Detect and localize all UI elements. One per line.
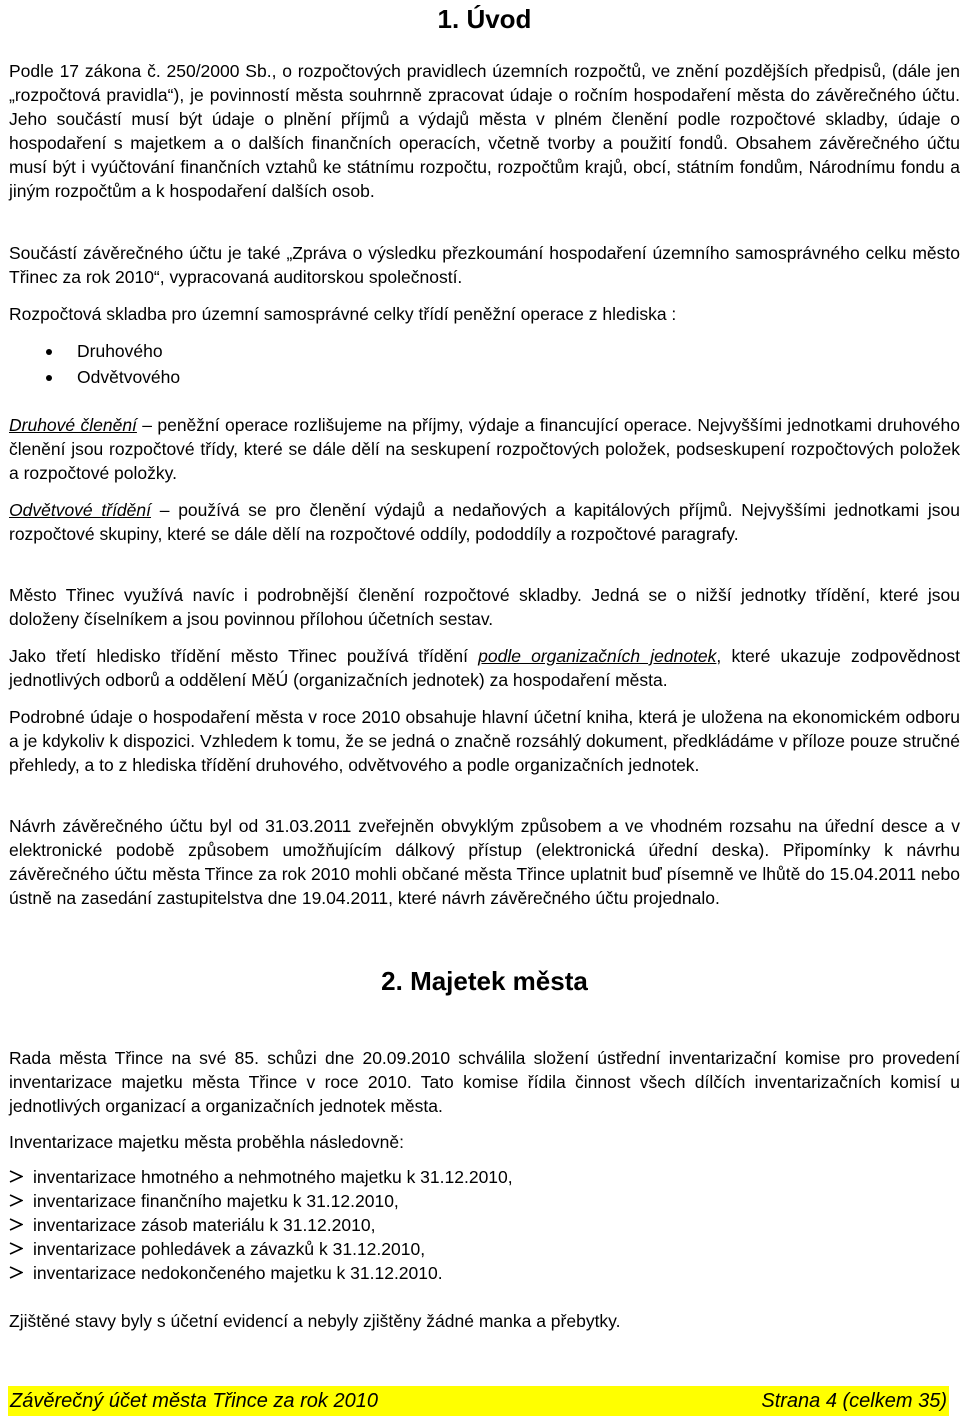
term-odvetvove-trideni: Odvětvové třídění (9, 500, 151, 520)
bullet-text: Druhového (77, 341, 163, 361)
paragraph-detailed-structure: Město Třinec využívá navíc i podrobnější členění rozpočtové skladby. Jedná se o nižší jednotky třídění, které jsou doloženy číselníkem a jsou povinnou přílohou účetních sestav. (9, 585, 960, 630)
bullet-dot-icon (46, 349, 52, 355)
list-item-text: inventarizace pohledávek a závazků k 31.12.2010, (33, 1239, 426, 1260)
arrow-bullet-icon (9, 1170, 23, 1183)
paragraph-inventory-result: Zjištěné stavy byly s účetní evidencí a nebyly zjištěny žádné manka a přebytky. (9, 1311, 621, 1331)
bullet-dot-icon (46, 375, 52, 381)
section-uvod-body-4 (9, 413, 960, 485)
list-item (9, 1237, 960, 1261)
paragraph-inventory-commission: Rada města Třince na své 85. schůzi dne 20.09.2010 schválila složení ústřední inventarizační komise pro provedení inventarizace majetku města Třince v roce 2010. Tato komise řídila činnost všech dílčích inventarizačních komisí u jednotlivých organizací a organizačních jednotek města. (9, 1048, 960, 1117)
list-item (9, 364, 960, 390)
list-item (9, 1261, 960, 1285)
section-uvod-body-7 (9, 644, 960, 692)
term-org-units: podle organizačních jednotek (478, 646, 717, 666)
section-uvod-body-9 (9, 814, 960, 910)
section-uvod-body-3 (9, 302, 960, 326)
footer-document-title: Závěrečný účet města Třince za rok 2010 (10, 1390, 378, 1412)
section-majetek-body-3 (9, 1309, 960, 1333)
paragraph-legal-basis: Podle 17 zákona č. 250/2000 Sb., o rozpočtových pravidlech územních rozpočtů, ve znění pozdějších předpisů, (dále jen „rozpočtová pravidla“), je povinností města souhrnně zpracovat údaje o ročním hospodaření města do závěrečného účtu. Jeho součástí musí být údaje o plnění příjmů a výdajů města v plném členění podle rozpočtové skladby, údaje o hospodaření s majetkem a o dalších finančních operacích, včetně tvorby a použití fondů. Obsahem závěrečného účtu musí být i vyúčtování finančních vztahů ke státnímu rozpočtu, rozpočtům krajů, obcí, státním fondům, Národnímu fondu a jiným rozpočtům a k hospodaření dalších osob. (9, 61, 960, 202)
paragraph-inventory-intro: Inventarizace majetku města proběhla následovně: (9, 1132, 404, 1152)
list-item (9, 1189, 960, 1213)
arrow-bullet-icon (9, 1218, 23, 1231)
paragraph-text: – používá se pro členění výdajů a nedaňových a kapitálových příjmů. Nejvyššími jednotkami jsou rozpočtové skupiny, které se dále dělí na rozpočtové oddíly, pododdíly a rozpočtové paragrafy. (9, 500, 960, 545)
paragraph-druhove-cleneni (9, 413, 960, 485)
arrow-bullet-icon (9, 1194, 23, 1207)
arrow-bullet-icon (9, 1242, 23, 1255)
list-item-text: inventarizace finančního majetku k 31.12.2010, (33, 1191, 399, 1212)
paragraph-ledger: Podrobné údaje o hospodaření města v roce 2010 obsahuje hlavní účetní kniha, která je uložena na ekonomickém odboru a je kdykoliv k dispozici. Vzhledem k tomu, že se jedná o značně rozsáhlý dokument, předkládáme v příloze pouze stručné přehledy, a to z hlediska třídění druhového, odvětvového a podle organizačních jednotek. (9, 707, 960, 776)
section-uvod-body-2 (9, 241, 960, 289)
paragraph-text: , které ukazuje zodpovědnost jednotlivých odborů a oddělení MěÚ (organizačních jednotek) za hospodaření města. (9, 646, 960, 691)
list-item (9, 338, 960, 364)
paragraph-draft-publication: Návrh závěrečného účtu byl od 31.03.2011 zveřejněn obvyklým způsobem a ve vhodném rozsahu na úřední desce a v elektronické podobě způsobem umožňujícím dálkový přístup (elektronická úřední deska). Připomínky k návrhu závěrečného účtu města Třince za rok 2010 mohli občané města Třince uplatnit buď písemně ve lhůtě do 15.04.2011 nebo ústně na zasedání zastupitelstva dne 19.04.2011, které návrh závěrečného účtu projednalo. (9, 816, 960, 909)
section-uvod-body-6 (9, 583, 960, 631)
paragraph-org-units (9, 644, 960, 692)
list-item (9, 1213, 960, 1237)
page-footer (8, 1386, 949, 1416)
arrow-bullet-icon (9, 1266, 23, 1279)
list-item-text: inventarizace zásob materiálu k 31.12.2010, (33, 1215, 376, 1236)
paragraph-odvetvove-trideni (9, 498, 960, 546)
paragraph-text: Jako třetí hledisko třídění město Třinec používá třídění (9, 646, 479, 666)
section-uvod-body-5 (9, 498, 960, 546)
section-heading-majetek: 2. Majetek města (381, 966, 588, 996)
term-druhove-cleneni: Druhové členění (9, 415, 137, 435)
classification-bullet-list (9, 338, 960, 390)
section-majetek-body-1 (9, 1046, 960, 1118)
list-item-text: inventarizace hmotného a nehmotného majetku k 31.12.2010, (33, 1167, 513, 1187)
section-heading-uvod: 1. Úvod (437, 4, 532, 34)
section-uvod-body-1 (9, 59, 960, 204)
bullet-text: Odvětvového (77, 367, 181, 387)
section-majetek-body-2 (9, 1130, 960, 1154)
list-item-text: inventarizace nedokončeného majetku k 31.12.2010. (33, 1263, 443, 1284)
paragraph-audit-report: Součástí závěrečného účtu je také „Zpráva o výsledku přezkoumání hospodaření územního samosprávného celku město Třinec za rok 2010“, vypracovaná auditorskou společností. (9, 243, 960, 288)
footer-page-number: Strana 4 (celkem 35) (761, 1390, 947, 1412)
paragraph-budget-structure: Rozpočtová skladba pro územní samosprávné celky třídí peněžní operace z hlediska : (9, 304, 677, 324)
paragraph-text: – peněžní operace rozlišujeme na příjmy, výdaje a financující operace. Nejvyššími jednotkami druhového členění jsou rozpočtové třídy, které se dále dělí na seskupení rozpočtových položek, podseskupení rozpočtových položek a rozpočtové položky. (9, 415, 960, 484)
section-uvod-body-8 (9, 705, 960, 777)
inventory-arrow-list (9, 1165, 960, 1285)
list-item (9, 1165, 960, 1189)
